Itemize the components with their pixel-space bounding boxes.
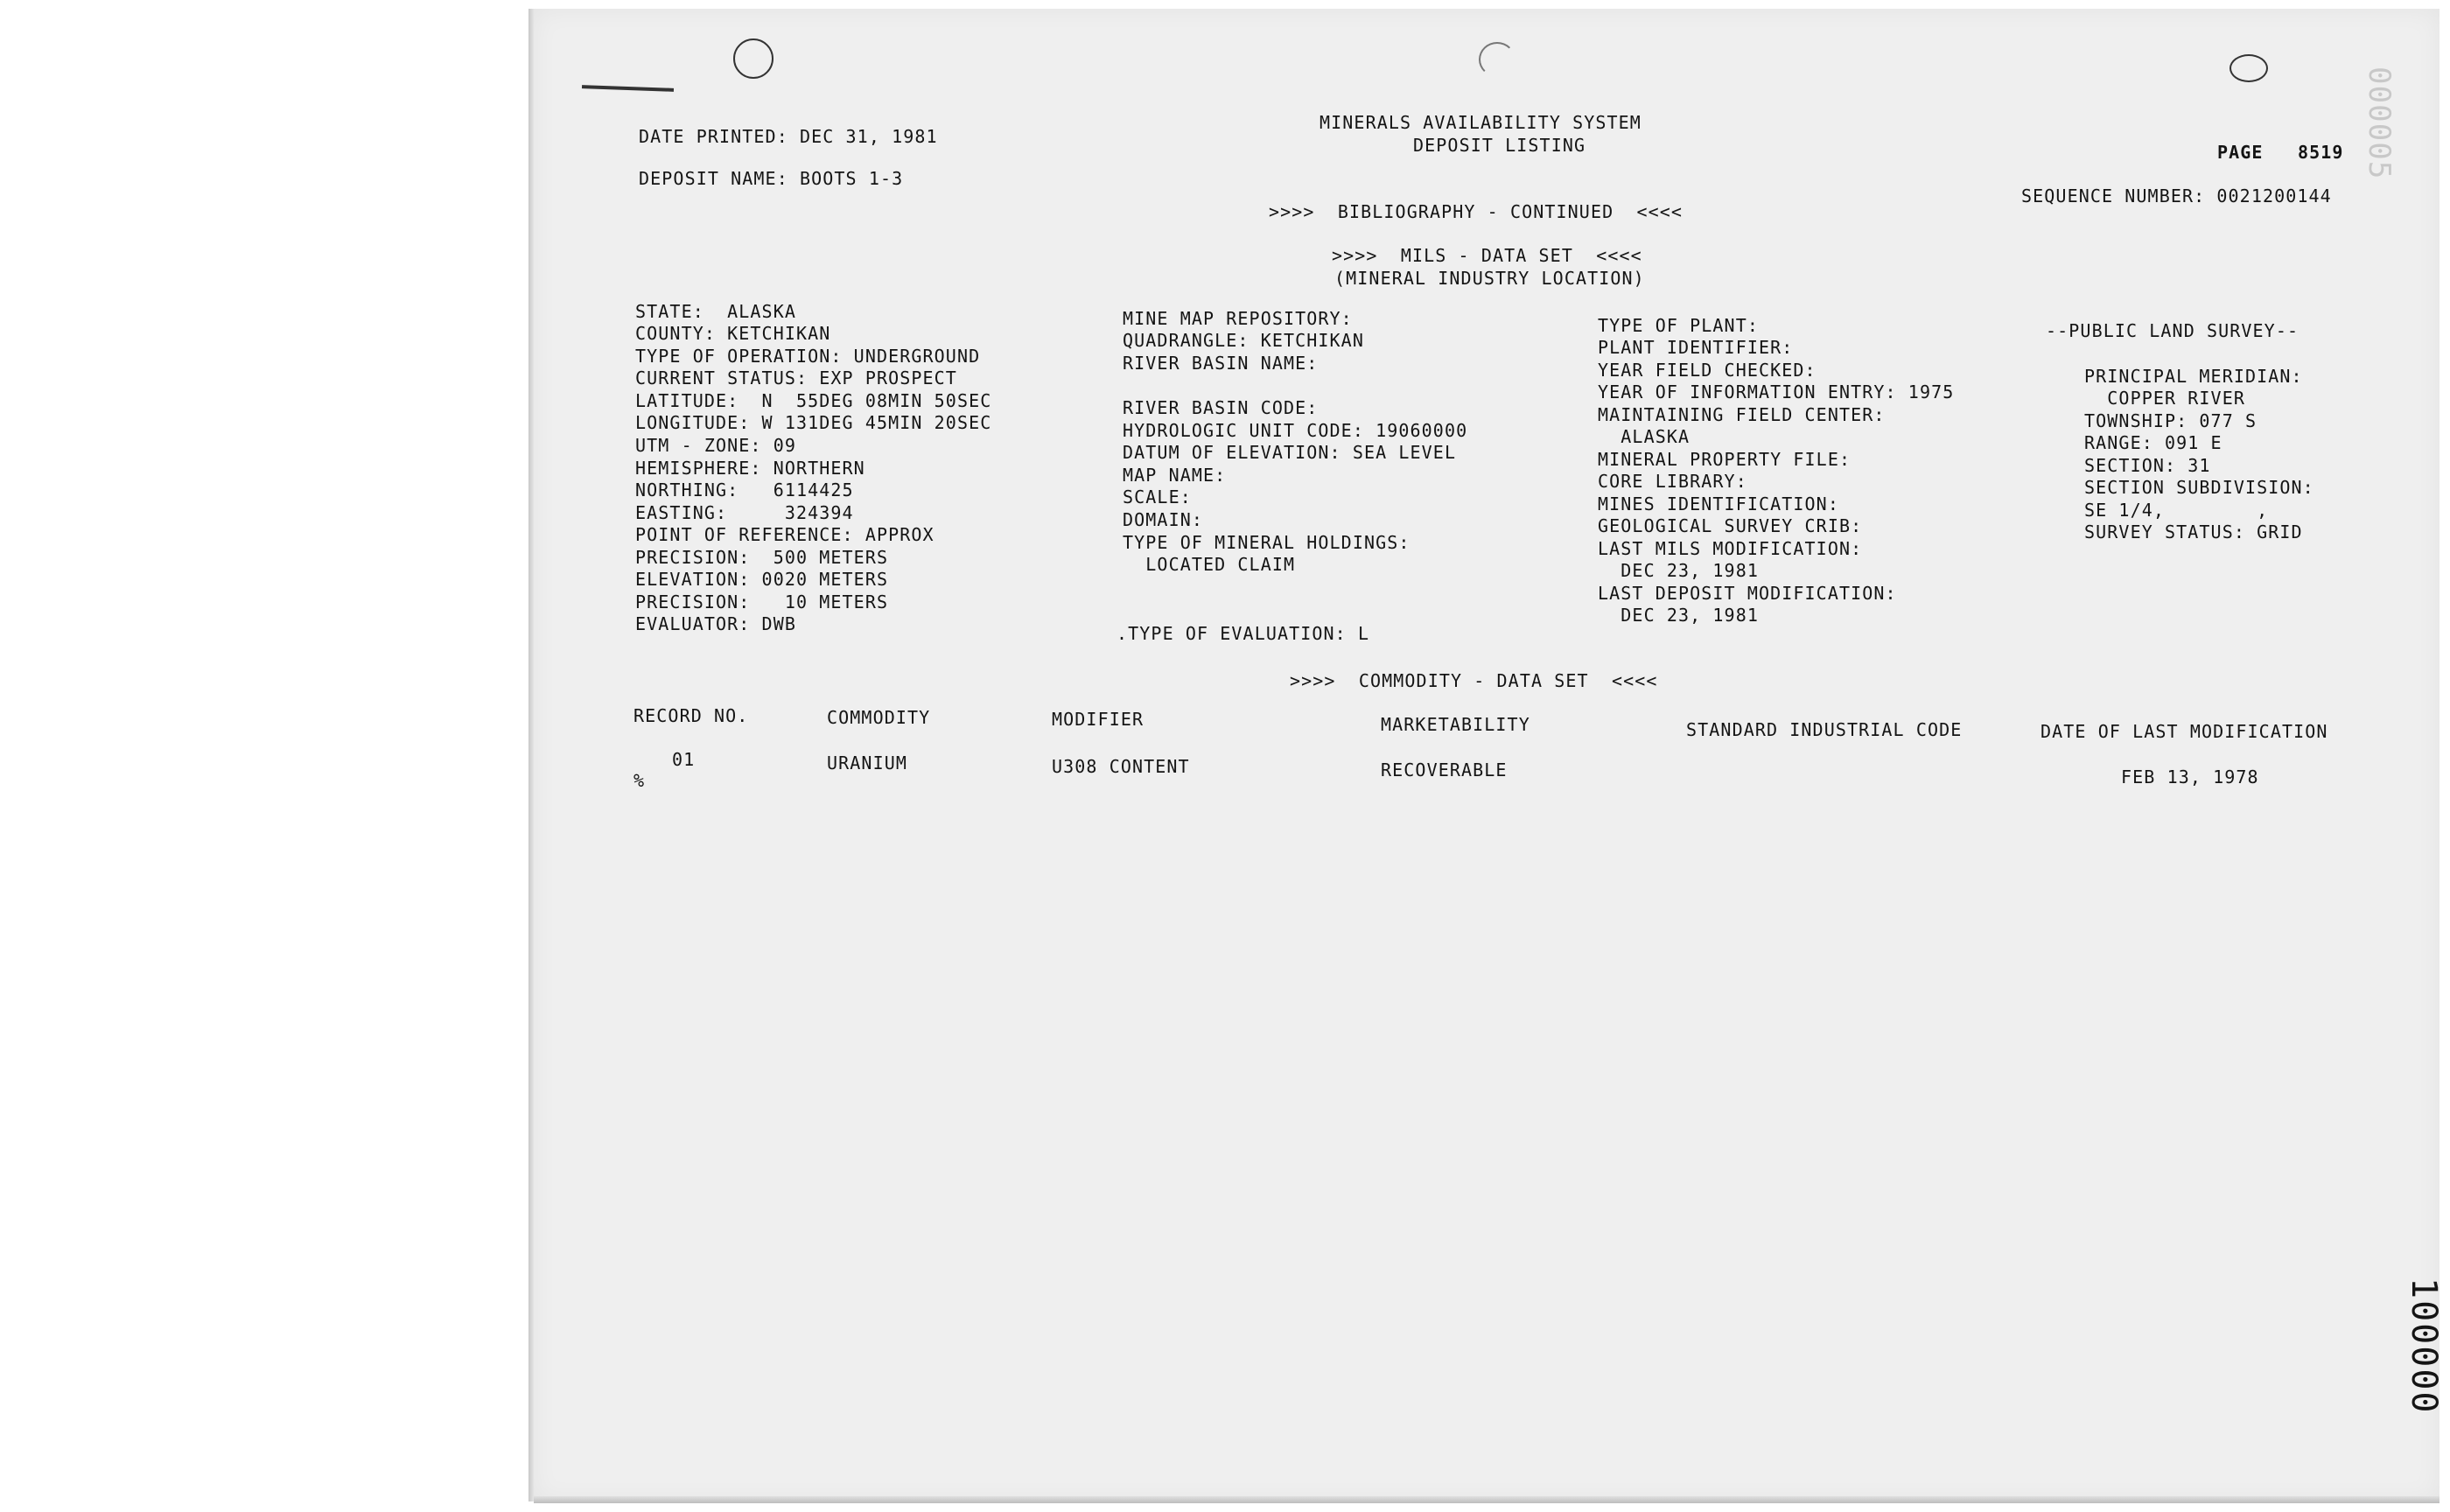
header-record-no: RECORD NO. bbox=[634, 705, 749, 726]
field-line: LAST DEPOSIT MODIFICATION: bbox=[1598, 583, 1897, 604]
row-date-last-modification: FEB 13, 1978 bbox=[2121, 766, 2259, 788]
field-line: MINE MAP REPOSITORY: bbox=[1123, 308, 1353, 329]
field-line: TOWNSHIP: 077 S bbox=[2084, 410, 2258, 431]
stamp-top-right: 000005 bbox=[2362, 66, 2397, 180]
field-line: COPPER RIVER bbox=[2084, 388, 2245, 409]
page-number: PAGE 8519 bbox=[2217, 142, 2344, 163]
field-line: MAP NAME: bbox=[1123, 465, 1227, 486]
field-line: PRECISION: 500 METERS bbox=[635, 547, 889, 568]
field-line: LONGITUDE: W 131DEG 45MIN 20SEC bbox=[635, 412, 992, 433]
punch-hole-right bbox=[2230, 54, 2268, 82]
field-line: LAST MILS MODIFICATION: bbox=[1598, 538, 1863, 559]
row-commodity: URANIUM bbox=[827, 752, 907, 774]
field-line: UTM - ZONE: 09 bbox=[635, 435, 796, 456]
date-printed: DATE PRINTED: DEC 31, 1981 bbox=[639, 126, 938, 147]
field-line: RIVER BASIN NAME: bbox=[1123, 353, 1319, 374]
commodity-heading: >>>> COMMODITY - DATA SET <<<< bbox=[1290, 670, 1658, 691]
field-line: PLANT IDENTIFIER: bbox=[1598, 337, 1794, 358]
field-line: MINERAL PROPERTY FILE: bbox=[1598, 449, 1852, 470]
header-modifier: MODIFIER bbox=[1052, 709, 1144, 730]
field-line: HYDROLOGIC UNIT CODE: 19060000 bbox=[1123, 420, 1468, 441]
field-line: PRINCIPAL MERIDIAN: bbox=[2084, 366, 2303, 387]
field-line: TYPE OF PLANT: bbox=[1598, 315, 1759, 336]
field-line: TYPE OF MINERAL HOLDINGS: bbox=[1123, 532, 1410, 553]
bibliography-heading: >>>> BIBLIOGRAPHY - CONTINUED <<<< bbox=[1269, 201, 1684, 222]
field-line: SE 1/4, , bbox=[2084, 500, 2269, 521]
field-line: RIVER BASIN CODE: bbox=[1123, 397, 1319, 418]
header-commodity: COMMODITY bbox=[827, 707, 931, 728]
deposit-name: DEPOSIT NAME: BOOTS 1-3 bbox=[639, 168, 904, 189]
field-line: MAINTAINING FIELD CENTER: bbox=[1598, 404, 1886, 425]
header-sic: STANDARD INDUSTRIAL CODE bbox=[1686, 719, 1963, 740]
header-marketability: MARKETABILITY bbox=[1381, 714, 1530, 735]
field-line: COUNTY: KETCHIKAN bbox=[635, 323, 831, 344]
field-line: ELEVATION: 0020 METERS bbox=[635, 569, 889, 590]
field-line: POINT OF REFERENCE: APPROX bbox=[635, 524, 934, 545]
mils-subheading: (MINERAL INDUSTRY LOCATION) bbox=[1334, 268, 1645, 289]
punch-hole-left bbox=[733, 38, 774, 79]
field-line: DEC 23, 1981 bbox=[1598, 605, 1759, 626]
sequence-number: SEQUENCE NUMBER: 0021200144 bbox=[2021, 186, 2332, 206]
field-line: YEAR FIELD CHECKED: bbox=[1598, 360, 1816, 381]
row-record-no: 01 bbox=[672, 749, 696, 770]
field-line: GEOLOGICAL SURVEY CRIB: bbox=[1598, 515, 1863, 536]
row-modifier: U308 CONTENT bbox=[1052, 756, 1190, 777]
row-marketability: RECOVERABLE bbox=[1381, 760, 1508, 780]
field-line: EVALUATOR: DWB bbox=[635, 613, 796, 634]
field-line: TYPE OF OPERATION: UNDERGROUND bbox=[635, 346, 981, 367]
field-line: STATE: ALASKA bbox=[635, 301, 796, 322]
field-line: PRECISION: 10 METERS bbox=[635, 592, 889, 612]
field-line: EASTING: 324394 bbox=[635, 502, 854, 523]
field-line: DEC 23, 1981 bbox=[1598, 560, 1759, 581]
field-line: MINES IDENTIFICATION: bbox=[1598, 494, 1839, 514]
document-sheet bbox=[534, 9, 2444, 1502]
field-line: ALASKA bbox=[1598, 426, 1690, 447]
field-line: YEAR OF INFORMATION ENTRY: 1975 bbox=[1598, 382, 1955, 402]
field-line: QUADRANGLE: KETCHIKAN bbox=[1123, 330, 1364, 351]
field-line: RANGE: 091 E bbox=[2084, 432, 2222, 453]
field-line: HEMISPHERE: NORTHERN bbox=[635, 458, 865, 479]
sheet-bottom-edge bbox=[534, 1496, 2440, 1503]
field-line: SURVEY STATUS: GRID bbox=[2084, 522, 2303, 542]
field-line: LATITUDE: N 55DEG 08MIN 50SEC bbox=[635, 390, 992, 411]
type-of-evaluation: .TYPE OF EVALUATION: L bbox=[1116, 623, 1370, 644]
mils-heading: >>>> MILS - DATA SET <<<< bbox=[1332, 245, 1642, 266]
field-line: NORTHING: 6114425 bbox=[635, 480, 854, 500]
field-line: SECTION: 31 bbox=[2084, 455, 2211, 476]
field-line: LOCATED CLAIM bbox=[1123, 554, 1296, 575]
header-date-last-modification: DATE OF LAST MODIFICATION bbox=[2040, 721, 2328, 742]
row-mark: % bbox=[634, 770, 646, 791]
field-line: CURRENT STATUS: EXP PROSPECT bbox=[635, 368, 957, 388]
field-line: CORE LIBRARY: bbox=[1598, 471, 1747, 492]
field-line: DATUM OF ELEVATION: SEA LEVEL bbox=[1123, 442, 1457, 463]
punch-hole-center bbox=[1479, 42, 1516, 77]
public-land-survey-heading: --PUBLIC LAND SURVEY-- bbox=[2046, 320, 2300, 341]
field-line: SECTION SUBDIVISION: bbox=[2084, 477, 2314, 498]
field-line: SCALE: bbox=[1123, 486, 1192, 508]
side-stamp-number: 100000 bbox=[2404, 1278, 2444, 1415]
listing-title: DEPOSIT LISTING bbox=[1413, 135, 1586, 156]
field-line: DOMAIN: bbox=[1123, 509, 1203, 530]
system-title: MINERALS AVAILABILITY SYSTEM bbox=[1320, 112, 1642, 133]
